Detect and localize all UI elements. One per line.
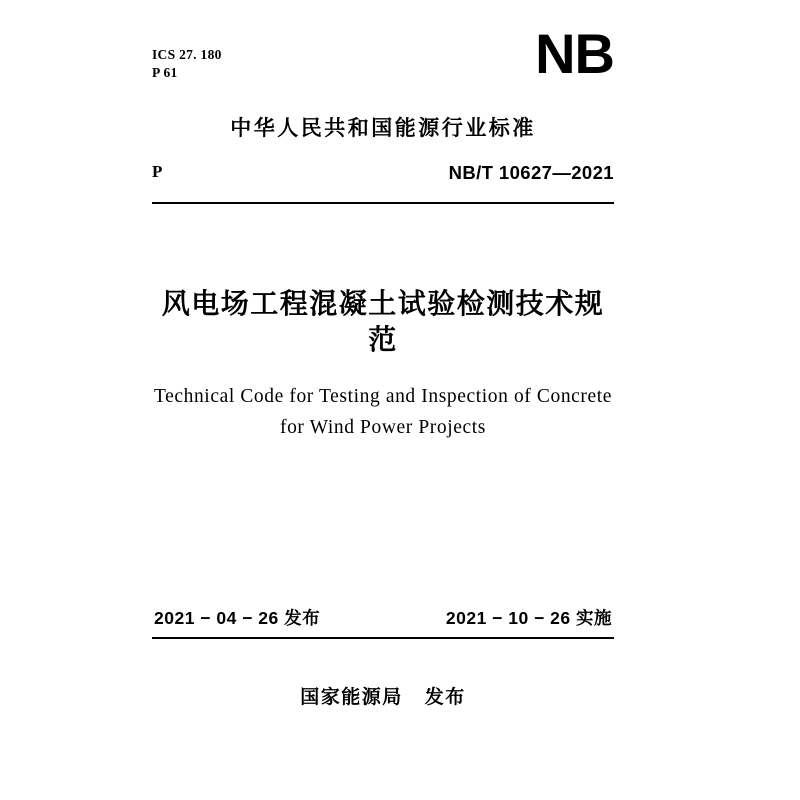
issuer-name: 国家能源局 [300, 686, 403, 708]
nb-logo: NB [535, 22, 614, 85]
standard-number-row [152, 162, 614, 196]
title-english-line-1: Technical Code for Testing and Inspection of Concrete [153, 385, 613, 407]
title-chinese: 风电场工程混凝土试验检测技术规范 [161, 287, 605, 357]
cover-header [152, 0, 614, 110]
issue-date: 2021 − 04 − 26 发布 [154, 608, 321, 628]
ics-number: ICS 27. 180 [152, 47, 222, 62]
ics-classification-block [152, 46, 222, 82]
issuer-line [152, 682, 614, 709]
title-block [152, 286, 614, 443]
header-divider [152, 202, 614, 204]
cover-content [152, 0, 614, 800]
dates-row [152, 605, 614, 635]
footer-divider [152, 637, 614, 639]
title-english [152, 381, 614, 443]
document-category-letter: P [152, 162, 163, 181]
issuing-organization-line: 中华人民共和国能源行业标准 [230, 116, 536, 140]
classification-code: P 61 [152, 65, 178, 81]
effective-date: 2021 − 10 − 26 实施 [445, 608, 612, 628]
standard-number: NB/T 10627—2021 [448, 162, 614, 183]
issuer-action: 发布 [424, 686, 466, 708]
title-english-line-2: for Wind Power Projects [279, 416, 486, 438]
